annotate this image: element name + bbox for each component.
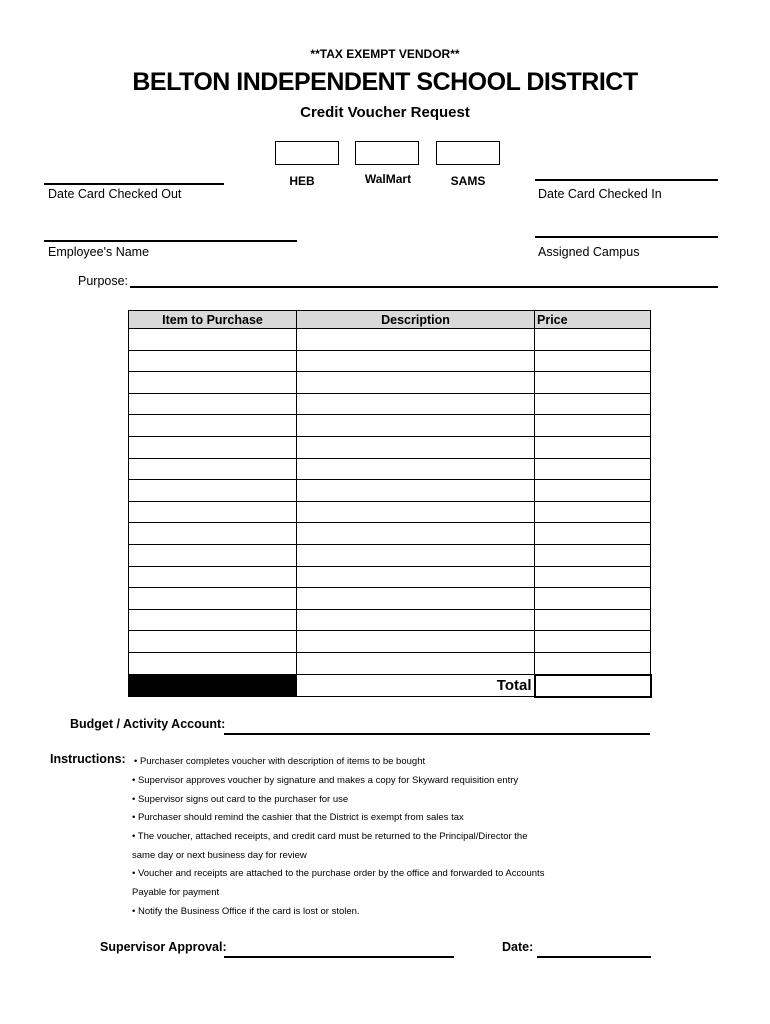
price-cell[interactable] [535, 372, 651, 394]
walmart-label: WalMart [364, 172, 412, 186]
instruction-line: • Supervisor approves voucher by signature and makes a copy for Skyward requisition entry [132, 775, 519, 786]
table-row [129, 415, 651, 437]
table-row [129, 544, 651, 566]
supervisor-approval-label: Supervisor Approval: [100, 940, 227, 954]
table-row [129, 523, 651, 545]
approval-date-line[interactable] [537, 956, 651, 958]
item-cell[interactable] [129, 652, 297, 674]
table-row [129, 350, 651, 372]
date-out-line[interactable] [44, 183, 224, 185]
instruction-line: • Purchaser should remind the cashier that the District is exempt from sales tax [132, 812, 464, 823]
table-header-row [129, 311, 651, 329]
price-cell[interactable] [535, 566, 651, 588]
instruction-line: • Purchaser completes voucher with description of items to be bought [134, 756, 426, 767]
table-row [129, 458, 651, 480]
item-cell[interactable] [129, 393, 297, 415]
heb-label: HEB [289, 174, 315, 188]
item-cell[interactable] [129, 329, 297, 351]
description-cell[interactable] [297, 588, 535, 610]
table-row [129, 393, 651, 415]
approval-date-label: Date: [502, 940, 534, 954]
item-cell[interactable] [129, 501, 297, 523]
instructions-label: Instructions: [50, 752, 126, 766]
item-cell[interactable] [129, 544, 297, 566]
price-cell[interactable] [535, 609, 651, 631]
price-cell[interactable] [535, 415, 651, 437]
price-cell[interactable] [535, 652, 651, 674]
description-cell[interactable] [297, 372, 535, 394]
item-header: Item to Purchase [129, 311, 297, 329]
table-row [129, 372, 651, 394]
description-cell[interactable] [297, 609, 535, 631]
supervisor-approval-line[interactable] [224, 956, 454, 958]
walmart-checkbox[interactable] [355, 141, 419, 165]
budget-account-label: Budget / Activity Account: [70, 717, 226, 731]
description-header: Description [297, 311, 535, 329]
items-table [128, 310, 652, 698]
table-row [129, 652, 651, 674]
date-out-label: Date Card Checked Out [48, 187, 182, 201]
price-cell[interactable] [535, 588, 651, 610]
total-value-cell[interactable] [535, 675, 651, 697]
description-cell[interactable] [297, 415, 535, 437]
employee-name-line[interactable] [44, 240, 297, 242]
instruction-line: Payable for payment [132, 887, 220, 898]
description-cell[interactable] [297, 631, 535, 653]
price-header: Price [535, 311, 651, 329]
description-cell[interactable] [297, 350, 535, 372]
campus-line[interactable] [535, 236, 718, 238]
table-row [129, 588, 651, 610]
item-cell[interactable] [129, 415, 297, 437]
description-cell[interactable] [297, 480, 535, 502]
item-cell[interactable] [129, 480, 297, 502]
price-cell[interactable] [535, 523, 651, 545]
description-cell[interactable] [297, 329, 535, 351]
budget-account-line[interactable] [224, 733, 650, 735]
tax-exempt-note: **TAX EXEMPT VENDOR** [310, 47, 460, 61]
table-row [129, 631, 651, 653]
district-title: BELTON INDEPENDENT SCHOOL DISTRICT [132, 68, 638, 96]
instruction-line: • Supervisor signs out card to the purchaser for use [132, 794, 349, 805]
item-cell[interactable] [129, 458, 297, 480]
item-cell[interactable] [129, 631, 297, 653]
price-cell[interactable] [535, 350, 651, 372]
description-cell[interactable] [297, 436, 535, 458]
price-cell[interactable] [535, 393, 651, 415]
price-cell[interactable] [535, 329, 651, 351]
instruction-line: • The voucher, attached receipts, and credit card must be returned to the Principal/Director the [132, 831, 528, 842]
description-cell[interactable] [297, 523, 535, 545]
price-cell[interactable] [535, 436, 651, 458]
price-cell[interactable] [535, 501, 651, 523]
item-cell[interactable] [129, 372, 297, 394]
purpose-label: Purpose: [78, 274, 129, 288]
description-cell[interactable] [297, 458, 535, 480]
item-cell[interactable] [129, 436, 297, 458]
item-cell[interactable] [129, 588, 297, 610]
table-row [129, 609, 651, 631]
sams-label: SAMS [450, 174, 486, 188]
item-cell[interactable] [129, 566, 297, 588]
table-row [129, 566, 651, 588]
item-cell[interactable] [129, 523, 297, 545]
instruction-line: same day or next business day for review [132, 850, 307, 861]
table-row [129, 329, 651, 351]
table-row [129, 480, 651, 502]
purpose-line[interactable] [130, 286, 718, 288]
sams-checkbox[interactable] [436, 141, 500, 165]
price-cell[interactable] [535, 480, 651, 502]
blacked-out-cell [129, 675, 297, 697]
campus-label: Assigned Campus [538, 245, 640, 259]
heb-checkbox[interactable] [275, 141, 339, 165]
form-subtitle: Credit Voucher Request [300, 104, 470, 121]
description-cell[interactable] [297, 652, 535, 674]
table-row [129, 501, 651, 523]
instruction-line: • Notify the Business Office if the card is lost or stolen. [132, 906, 360, 917]
item-cell[interactable] [129, 350, 297, 372]
price-cell[interactable] [535, 631, 651, 653]
date-in-line[interactable] [535, 179, 718, 181]
description-cell[interactable] [297, 544, 535, 566]
employee-name-label: Employee's Name [48, 245, 150, 259]
instruction-line: • Voucher and receipts are attached to the purchase order by the office and forwarded to Accounts [132, 868, 545, 879]
description-cell[interactable] [297, 566, 535, 588]
date-in-label: Date Card Checked In [538, 187, 662, 201]
total-row [129, 675, 651, 697]
description-cell[interactable] [297, 501, 535, 523]
description-cell[interactable] [297, 393, 535, 415]
price-cell[interactable] [535, 458, 651, 480]
table-row [129, 436, 651, 458]
item-cell[interactable] [129, 609, 297, 631]
price-cell[interactable] [535, 544, 651, 566]
total-label: Total [297, 675, 535, 697]
